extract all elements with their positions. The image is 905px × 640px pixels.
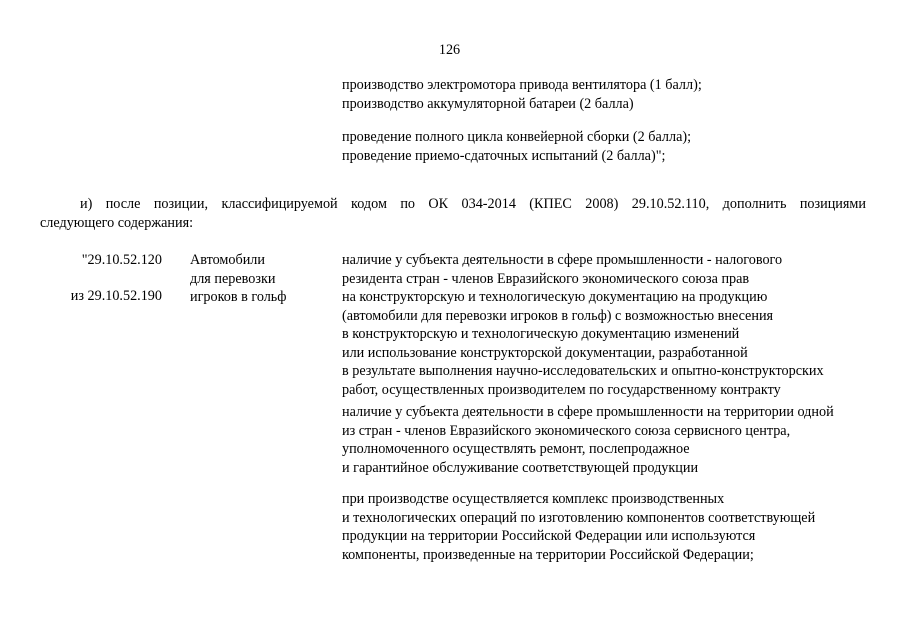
product-name xyxy=(190,251,330,307)
product-name-line: для перевозки xyxy=(190,270,276,287)
requirement-line: и технологических операций по изготовлению компонентов соответствующей xyxy=(342,509,816,526)
list-item: производство электромотора привода вентилятора (1 балл); xyxy=(342,77,702,93)
requirement-line: в конструкторскую и технологическую документацию изменений xyxy=(342,326,740,342)
requirement-line: на конструкторскую и технологическую документацию на продукцию xyxy=(342,289,768,305)
product-name-line: Автомобили xyxy=(190,252,265,268)
requirement-line: из стран - членов Евразийского экономического союза сервисного центра, xyxy=(342,422,791,439)
product-name-line: игроков в гольф xyxy=(190,289,287,305)
requirement-line: в результате выполнения научно-исследовательских и опытно-конструкторских xyxy=(342,363,824,379)
requirement-service-center xyxy=(342,403,882,477)
list-item: производство аккумуляторной батареи (2 балла) xyxy=(342,95,634,112)
component-production-list xyxy=(342,76,882,113)
okpd-code-primary: "29.10.52.120 xyxy=(81,252,162,268)
requirement-line: или использование конструкторской документации, разработанной xyxy=(342,344,748,361)
requirement-line: наличие у субъекта деятельности в сфере промышленности на территории одной xyxy=(342,404,834,420)
requirement-line: и гарантийное обслуживание соответствующей продукции xyxy=(342,459,699,476)
requirement-line: наличие у субъекта деятельности в сфере промышленности - налогового xyxy=(342,252,783,268)
list-item: проведение приемо-сдаточных испытаний (2 балла)"; xyxy=(342,147,666,164)
page-number: 126 xyxy=(438,42,461,58)
requirement-line: резидента стран - членов Евразийского экономического союза прав xyxy=(342,270,750,287)
requirement-line: (автомобили для перевозки игроков в гольф) с возможностью внесения xyxy=(342,307,774,324)
requirement-line: компоненты, произведенные на территории Российской Федерации; xyxy=(342,546,754,563)
requirement-line: работ, осуществленных производителем по государственному контракту xyxy=(342,381,781,398)
requirement-line: уполномоченного осуществлять ремонт, послепродажное xyxy=(342,441,690,457)
requirement-line: продукции на территории Российской Федерации или используются xyxy=(342,528,756,544)
okpd-code-secondary: из 29.10.52.190 xyxy=(70,288,162,304)
paragraph-i xyxy=(40,195,866,232)
paragraph-i-line-1: и) после позиции, классифицируемой кодом по ОК 034-2014 (КПЕС 2008) 29.10.52.110, дополнить позициями xyxy=(80,196,866,212)
requirement-documentation xyxy=(342,251,882,399)
assembly-list xyxy=(342,128,882,165)
requirement-production-operations xyxy=(342,490,882,564)
list-item: проведение полного цикла конвейерной сборки (2 балла); xyxy=(342,129,692,145)
requirement-line: при производстве осуществляется комплекс производственных xyxy=(342,491,725,507)
paragraph-i-line-2: следующего содержания: xyxy=(40,214,194,231)
